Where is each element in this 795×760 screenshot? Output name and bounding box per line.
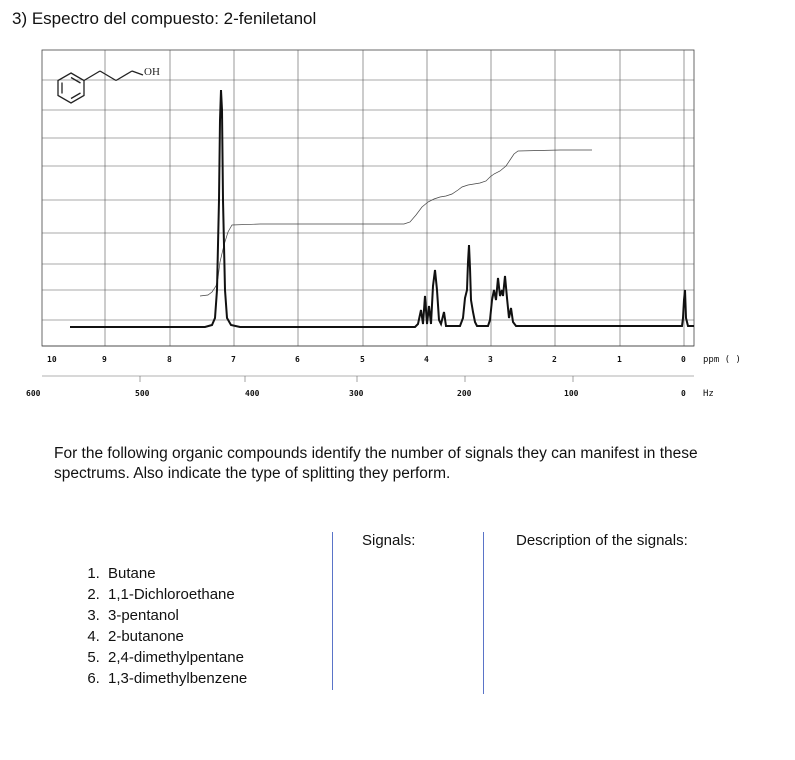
- description-column-header: Description of the signals:: [516, 532, 688, 549]
- hz-tick-label: 0: [681, 389, 686, 398]
- list-item: 3. 3-pentanol: [104, 605, 247, 626]
- ppm-tick-label: 1: [617, 355, 622, 364]
- ppm-tick-label: 9: [102, 355, 107, 364]
- list-item: 2. 1,1-Dichloroethane: [104, 584, 247, 605]
- ppm-tick-label: 5: [360, 355, 365, 364]
- list-item: 5. 2,4-dimethylpentane: [104, 647, 247, 668]
- compound-list: [56, 563, 247, 689]
- column-divider: [483, 532, 484, 694]
- hz-axis: [26, 376, 714, 399]
- page-title: 3) Espectro del compuesto: 2-feniletanol: [12, 9, 317, 28]
- spectrum-grid: [42, 50, 694, 346]
- list-item: 6. 1,3-dimethylbenzene: [104, 668, 247, 689]
- hz-tick-label: 600: [26, 389, 41, 398]
- signals-column-header: Signals:: [362, 532, 416, 549]
- instructions-text: For the following organic compounds identify the number of signals they can manifest in these spectrums. Also indicate the type of splitting they perform.: [54, 445, 698, 482]
- list-item: 4. 2-butanone: [104, 626, 247, 647]
- ethyl-chain: [84, 71, 100, 81]
- ppm-tick-label: 4: [424, 355, 429, 364]
- hz-tick-label: 400: [245, 389, 260, 398]
- hz-tick-label: 500: [135, 389, 150, 398]
- ppm-tick-label: 6: [295, 355, 300, 364]
- hz-tick-label: 100: [564, 389, 579, 398]
- ppm-tick-label: 10: [47, 355, 57, 364]
- structure-oh-label: OH: [144, 66, 160, 78]
- ppm-unit-label: ppm ( ): [703, 355, 741, 365]
- structure-2-phenylethanol: [58, 71, 143, 103]
- column-divider: [332, 532, 333, 690]
- hz-unit-label: Hz: [703, 389, 714, 399]
- ppm-tick-label: 0: [681, 355, 686, 364]
- ppm-tick-label: 7: [231, 355, 236, 364]
- ppm-axis: [42, 346, 741, 365]
- list-item: 1. Butane: [104, 563, 247, 584]
- integration-curve: [200, 150, 592, 296]
- ppm-tick-label: 8: [167, 355, 172, 364]
- hz-tick-label: 200: [457, 389, 472, 398]
- ppm-tick-label: 2: [552, 355, 557, 364]
- spectrum-trace: [70, 90, 694, 327]
- ppm-tick-label: 3: [488, 355, 493, 364]
- hz-tick-label: 300: [349, 389, 364, 398]
